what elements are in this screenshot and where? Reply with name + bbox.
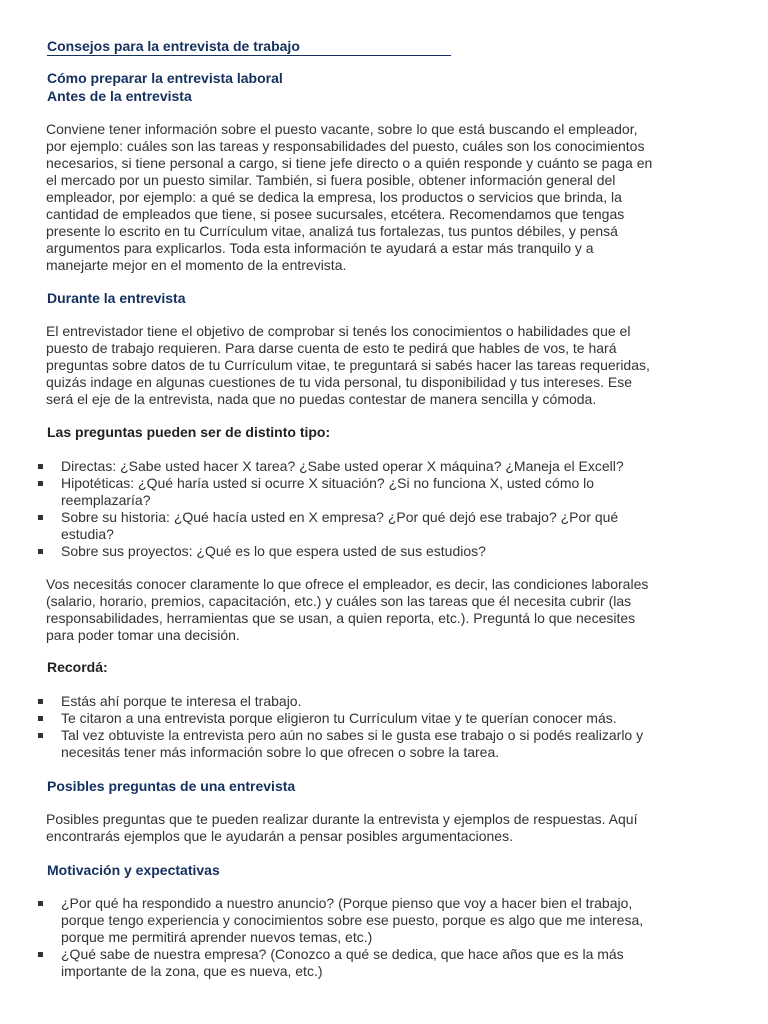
heading-posibles-preguntas: Posibles preguntas de una entrevista [47,778,296,794]
paragraph-antes [46,121,751,274]
heading-motivacion: Motivación y expectativas [47,862,220,878]
list-item [0,946,760,980]
list-item-line: porque tengo experiencia y conocimientos sobre ese puesto, porque es algo que me interesa, [61,912,644,928]
paragraph-line: responsabilidades, herramientas que se usan, a quien reporta, etc.). Preguntá lo que necesites [46,610,636,626]
paragraph-line: necesarios, si tiene personal a cargo, si tiene jefe directo o a quién responde y cuánto se paga en [46,155,653,171]
paragraph-line: preguntas sobre datos de tu Currículum vitae, te preguntará si sabés hacer las tareas requeridas, [46,357,650,373]
list-item-line: estudia? [61,526,114,542]
paragraph-line: para poder tomar una decisión. [46,627,240,643]
paragraph-line: cantidad de empleados que tiene, si posee sucursales, etcétera. Recomendamos que tengas [46,206,625,222]
paragraph-line: Conviene tener información sobre el puesto vacante, sobre lo que está buscando el empleador, [46,121,638,137]
paragraph-line: encontrarás ejemplos que le ayudarán a pensar posibles argumentaciones. [46,828,513,844]
paragraph-line: por ejemplo: cuáles son las tareas y responsabilidades del puesto, cuáles son los conocimientos [46,138,645,154]
paragraph-durante [46,323,751,408]
list-item [0,710,760,727]
list-item-line: Hipotéticas: ¿Qué haría usted si ocurre X situación? ¿Si no funciona X, usted cómo lo [61,475,595,491]
paragraph-line: El entrevistador tiene el objetivo de comprobar si tenés los conocimientos o habilidades que el [46,323,631,339]
question-types-list [0,458,760,560]
paragraph-line: será el eje de la entrevista, nada que no puedas contestar de manera sencilla y cómoda. [46,391,597,407]
heading-durante: Durante la entrevista [47,290,186,306]
paragraph-line: puesto de trabajo requieren. Para darse cuenta de esto te pedirá que hables de vos, te hará [46,340,617,356]
heading-preguntas-tipo: Las preguntas pueden ser de distinto tipo: [47,424,331,440]
list-item [0,543,760,560]
paragraph-line: Posibles preguntas que te pueden realizar durante la entrevista y ejemplos de respuestas. Aquí [46,811,638,827]
subheading-antes: Antes de la entrevista [47,88,192,104]
paragraph-line: quizás indage en algunas cuestiones de tu vida personal, tu disponibilidad y tus intereses. Ese [46,374,633,390]
bullet-icon [38,733,43,738]
paragraph-line: (salario, horario, premios, capacitación, etc.) y cuáles son las tareas que él necesita cubrir (las [46,593,632,609]
bullet-icon [38,699,43,704]
document-title: Consejos para la entrevista de trabajo [47,38,451,56]
bullet-icon [38,464,43,469]
bullet-icon [38,515,43,520]
bullet-icon [38,716,43,721]
list-item-line: Sobre sus proyectos: ¿Qué es lo que espera usted de sus estudios? [61,543,486,559]
bullet-icon [38,952,43,957]
list-item-line: Sobre su historia: ¿Qué hacía usted en X empresa? ¿Por qué dejó ese trabajo? ¿Por qué [61,509,619,525]
heading-recorda: Recordá: [47,659,108,675]
paragraph-line: el mercado por un puesto similar. También, si fuera posible, obtener información general del [46,172,616,188]
list-item-line: Estás ahí porque te interesa el trabajo. [61,693,302,709]
bullet-icon [38,481,43,486]
list-item [0,475,760,509]
paragraph-line: argumentos para explicarlos. Toda esta información te ayudará a estar más tranquilo y a [46,240,594,256]
list-item-line: Tal vez obtuviste la entrevista pero aún no sabes si le gusta ese trabajo o si podés realizarlo y [61,727,644,743]
list-item-line: Directas: ¿Sabe usted hacer X tarea? ¿Sabe usted operar X máquina? ¿Maneja el Excell? [61,458,624,474]
list-item [0,895,760,946]
paragraph-empleador [46,576,751,644]
list-item [0,509,760,543]
section-heading-preparar: Cómo preparar la entrevista laboral [47,70,283,86]
bullet-icon [38,549,43,554]
paragraph-line: manejarte mejor en el momento de la entrevista. [46,257,347,273]
list-item-line: necesitás tener más información sobre lo que ofrecen o sobre la tarea. [61,744,500,760]
list-item-line: porque me permitirá aprender nuevos temas, etc.) [61,929,373,945]
list-item-line: ¿Por qué ha respondido a nuestro anuncio? (Porque pienso que voy a hacer bien el trabajo, [61,895,633,911]
list-item-line: Te citaron a una entrevista porque eligieron tu Currículum vitae y te querían conocer más. [61,710,617,726]
paragraph-line: presente lo escrito en tu Currículum vitae, analizá tus fortalezas, tus puntos débiles, y pensá [46,223,618,239]
list-item [0,458,760,475]
paragraph-line: Vos necesitás conocer claramente lo que ofrece el empleador, es decir, las condiciones laborales [46,576,649,592]
list-item-line: importante de la zona, que es nueva, etc.) [61,963,323,979]
list-item [0,727,760,761]
paragraph-posibles [46,811,751,845]
recorda-list [0,693,760,761]
paragraph-line: empleador, por ejemplo: a qué se dedica la empresa, los productos o servicios que brinda, la [46,189,622,205]
bullet-icon [38,901,43,906]
motivacion-list [0,895,760,980]
list-item [0,693,760,710]
list-item-line: ¿Qué sabe de nuestra empresa? (Conozco a qué se dedica, que hace años que es la más [61,946,624,962]
list-item-line: reemplazaría? [61,492,151,508]
